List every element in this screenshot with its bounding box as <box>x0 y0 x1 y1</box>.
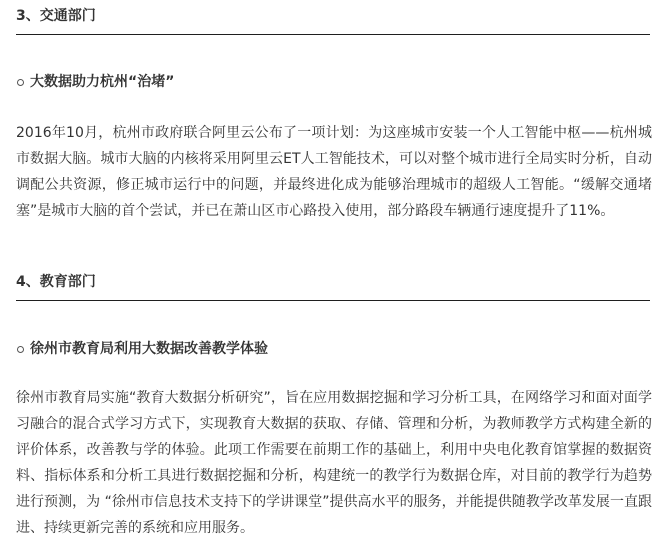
circle-bullet-icon <box>17 346 24 353</box>
circle-bullet-icon <box>17 79 24 86</box>
item-title-hangzhou <box>16 72 174 92</box>
section-divider <box>16 34 650 35</box>
paragraph-hangzhou: 2016年10月，杭州市政府联合阿里云公布了一项计划：为这座城市安装一个人工智能中枢——杭州城市数据大脑。城市大脑的内核将采用阿里云ET人工智能技术，可以对整个城市进行全局实时分析，自动调配公共资源，修正城市运行中的问题，并最终进化成为能够治理城市的超级人工智能。“缓解交通堵塞”是城市大脑的首个尝试，并已在萧山区市心路投入使用，部分路段车辆通行速度提升了11%。 <box>16 125 652 219</box>
paragraph-xuzhou: 徐州市教育局实施“教育大数据分析研究”，旨在应用数据挖掘和学习分析工具，在网络学习和面对面学习融合的混合式学习方式下，实现教育大数据的获取、存储、管理和分析，为教师教学方式构建全新的评价体系，改善教与学的体验。此项工作需要在前期工作的基础上，利用中央电化教育馆掌握的数据资料、指标体系和分析工具进行数据挖掘和分析，构建统一的教学行为数据仓库，对目前的教学行为趋势进行预测，为 “徐州市信息技术支持下的学讲课堂”提供高水平的服务，并能提供随教学改革发展一直跟进、持续更新完善的系统和应用服务。 <box>16 390 652 536</box>
section-heading-education: 4、教育部门 <box>16 274 96 290</box>
item-title-text: 大数据助力杭州“治堵” <box>30 74 175 90</box>
section-divider <box>16 300 650 301</box>
item-title-xuzhou <box>16 339 268 359</box>
section-heading-transport: 3、交通部门 <box>16 8 96 24</box>
item-title-text: 徐州市教育局利用大数据改善教学体验 <box>30 341 268 357</box>
